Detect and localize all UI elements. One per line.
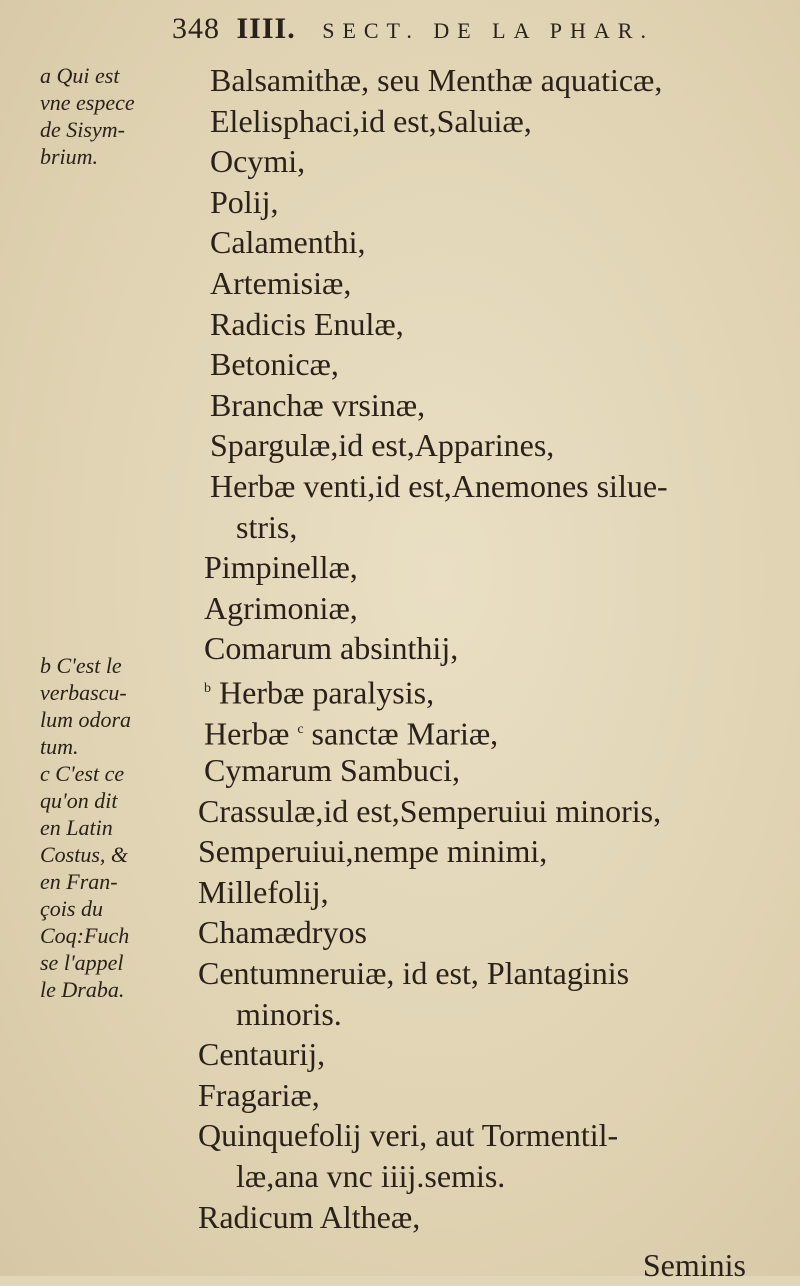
- margin-note-a: [40, 62, 190, 170]
- text-line: Centumneruiæ, id est, Plantaginis: [198, 955, 630, 992]
- text-line-content: Herbæ: [204, 715, 290, 752]
- text-line: Cymarum Sambuci,: [204, 752, 460, 789]
- margin-note-line: brium.: [40, 144, 99, 169]
- main-text: [198, 60, 788, 1286]
- text-line: Elelisphaci,id est,Saluiæ,: [210, 102, 532, 139]
- footnote-marker-b: b: [204, 680, 211, 696]
- text-line: Crassulæ,id est,Semperuiui minoris,: [198, 792, 662, 829]
- margin-note-line: Coq:Fuch: [40, 923, 130, 948]
- margin-note-line: en Fran-: [40, 869, 118, 894]
- margin-note-line: c C'est ce: [40, 761, 125, 786]
- text-line: Betonicæ,: [210, 346, 339, 383]
- text-line: Artemisiæ,: [210, 264, 352, 301]
- text-line: Fragariæ,: [198, 1076, 320, 1113]
- text-line: Chamædryos: [198, 914, 367, 951]
- margin-note-c: [40, 760, 190, 1003]
- text-line: Centaurij,: [198, 1036, 326, 1073]
- margin-note-line: tum.: [40, 734, 79, 759]
- margin-note-line: verbascu-: [40, 680, 127, 705]
- text-line: Polij,: [210, 183, 279, 220]
- margin-note-line: lum odora: [40, 707, 132, 732]
- margin-note-line: a Qui est: [40, 63, 120, 88]
- catchword: Seminis: [642, 1247, 746, 1284]
- margin-note-line: Costus, &: [40, 842, 129, 867]
- text-line: minoris.: [236, 995, 342, 1032]
- text-line-content: sanctæ Mariæ,: [311, 715, 499, 752]
- text-line: [198, 669, 788, 710]
- text-line-content: Herbæ paralysis,: [219, 674, 435, 711]
- text-line: Comarum absinthij,: [204, 630, 459, 667]
- text-line: Pimpinellæ,: [204, 549, 358, 586]
- footnote-marker-c: c: [297, 721, 304, 737]
- page-number: 348: [172, 12, 220, 45]
- text-line: Herbæ venti,id est,Anemones silue-: [210, 467, 668, 504]
- running-title: SECT. DE LA PHAR.: [322, 18, 654, 43]
- text-line: Ocymi,: [210, 143, 306, 180]
- margin-note-line: çois du: [40, 896, 103, 921]
- margin-note-line: vne espece: [40, 90, 135, 115]
- margin-note-line: qu'on dit: [40, 788, 118, 813]
- running-header: [172, 12, 780, 56]
- text-line: stris,: [236, 508, 298, 545]
- margin-note-line: en Latin: [40, 815, 113, 840]
- margin-note-b: [40, 652, 190, 760]
- text-line: Radicum Altheæ,: [198, 1198, 421, 1235]
- text-line: Spargulæ,id est,Apparines,: [210, 427, 555, 464]
- margin-note-line: de Sisym-: [40, 117, 125, 142]
- text-line: Millefolij,: [198, 873, 329, 910]
- text-line: Semperuiui,nempe minimi,: [198, 833, 548, 870]
- text-line: Radicis Enulæ,: [210, 305, 404, 342]
- margin-note-line: b C'est le: [40, 653, 122, 678]
- text-line: Balsamithæ, seu Menthæ aquaticæ,: [210, 62, 663, 98]
- text-line: Quinquefolij veri, aut Tormentil-: [198, 1117, 619, 1154]
- part-number: IIII.: [236, 12, 296, 45]
- text-line: Agrimoniæ,: [204, 589, 358, 626]
- margin-note-line: se l'appel: [40, 950, 124, 975]
- text-line: [198, 710, 788, 751]
- text-line: Calamenthi,: [210, 224, 366, 261]
- text-line: Branchæ vrsinæ,: [210, 386, 426, 423]
- margin-note-line: le Draba.: [40, 977, 125, 1002]
- text-line: læ,ana vnc iiij.semis.: [236, 1158, 506, 1195]
